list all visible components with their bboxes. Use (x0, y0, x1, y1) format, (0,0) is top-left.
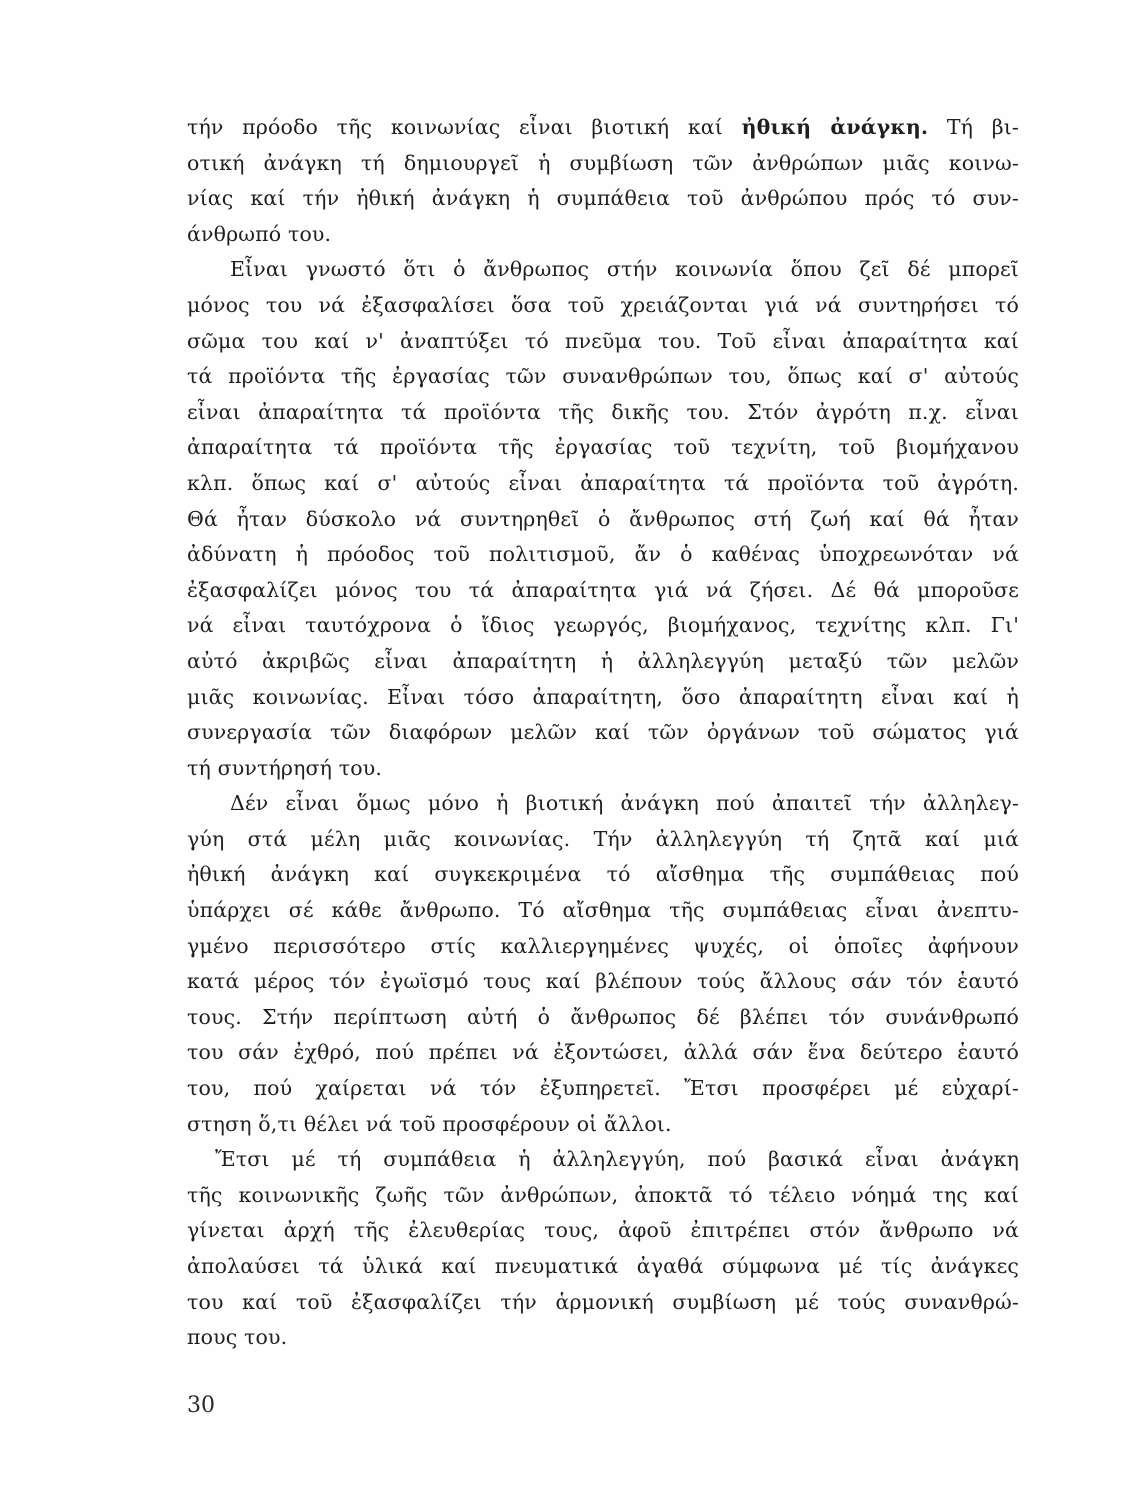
text-line: του σάν ἐχθρό, πού πρέπει νά ἐξοντώσει, ἀλλά σάν ἕνα δεύτερο ἑαυτό (187, 1040, 1019, 1065)
text-line: τῆς κοινωνικῆς ζωῆς τῶν ἀνθρώπων, ἀποκτᾶ τό τέλειο νόημά της καί (187, 1182, 1019, 1207)
text-line: οτική ἀνάγκη τή δημιουργεῖ ἡ συμβίωση τῶν ἀνθρώπων μιᾶς κοινω- (187, 150, 1019, 175)
text-line: του, πού χαίρεται νά τόν ἐξυπηρετεῖ. Ἔτσι προσφέρει μέ εὐχαρί- (187, 1076, 1019, 1101)
text-line: νά εἶναι ταυτόχρονα ὁ ἴδιος γεωργός, βιομήχανος, τεχνίτης κλπ. Γι' (187, 613, 1019, 638)
paragraph-first-line: Ἔτσι μέ τή συμπάθεια ἡ ἀλληλεγγύη, πού βασικά εἶναι ἀνάγκη (215, 1147, 1019, 1172)
text-line: ἀδύνατη ἡ πρόοδος τοῦ πολιτισμοῦ, ἄν ὁ καθένας ὑποχρεωνόταν νά (187, 542, 1019, 567)
text-line: μιᾶς κοινωνίας. Εἶναι τόσο ἀπαραίτητη, ὅσο ἀπαραίτητη εἶναι καί ἡ (187, 684, 1019, 709)
text-line: γύη στά μέλη μιᾶς κοινωνίας. Τήν ἀλληλεγγύη τή ζητᾶ καί μιά (187, 826, 1019, 851)
text-line: γίνεται ἀρχή τῆς ἐλευθερίας τους, ἀφοῦ ἐπιτρέπει στόν ἄνθρωπο νά (187, 1218, 1019, 1243)
text-line: τά προϊόντα τῆς ἐργασίας τῶν συνανθρώπων του, ὅπως καί σ' αὐτούς (187, 364, 1019, 389)
text-line: νίας καί τήν ἠθική ἀνάγκη ἡ συμπάθεια τοῦ ἀνθρώπου πρός τό συν- (187, 186, 1019, 211)
text-line: πους του. (187, 1325, 288, 1350)
text-line: τή συντήρησή του. (187, 755, 383, 780)
text-line: μόνος του νά ἐξασφαλίσει ὅσα τοῦ χρειάζονται γιά νά συντηρήσει τό (187, 292, 1019, 317)
text-line: ἐξασφαλίζει μόνος του τά ἀπαραίτητα γιά νά ζήσει. Δέ θά μποροῦσε (187, 577, 1019, 602)
text-line: κατά μέρος τόν ἐγωϊσμό τους καί βλέπουν τούς ἄλλους σάν τόν ἑαυτό (187, 969, 1019, 994)
text-line: Θά ἦταν δύσκολο νά συντηρηθεῖ ὁ ἄνθρωπος στή ζωή καί θά ἦταν (187, 506, 1019, 531)
text-line: κλπ. ὅπως καί σ' αὐτούς εἶναι ἀπαραίτητα τά προϊόντα τοῦ ἀγρότη. (187, 470, 1019, 495)
page-number: 30 (187, 1393, 215, 1418)
text-line: ἀπαραίτητα τά προϊόντα τῆς ἐργασίας τοῦ τεχνίτη, τοῦ βιομήχανου (187, 435, 1019, 460)
text-line: τους. Στήν περίπτωση αὐτή ὁ ἄνθρωπος δέ βλέπει τόν συνάνθρωπό (187, 1004, 1019, 1029)
text-line: ἀπολαύσει τά ὑλικά καί πνευματικά ἀγαθά σύμφωνα μέ τίς ἀνάγκες (187, 1254, 1019, 1278)
paragraph-first-line: Εἶναι γνωστό ὅτι ὁ ἄνθρωπος στήν κοινωνία ὅπου ζεῖ δέ μπορεῖ (230, 257, 1019, 282)
text-line: του καί τοῦ ἐξασφαλίζει τήν ἁρμονική συμβίωση μέ τούς συνανθρώ- (187, 1289, 1019, 1314)
text-line: συνεργασία τῶν διαφόρων μελῶν καί τῶν ὀργάνων τοῦ σώματος γιά (187, 720, 1019, 745)
text-line: εἶναι ἀπαραίτητα τά προϊόντα τῆς δικῆς του. Στόν ἀγρότη π.χ. εἶναι (187, 399, 1019, 424)
text-line: στηση ὅ,τι θέλει νά τοῦ προσφέρουν οἱ ἄλλοι. (187, 1111, 672, 1136)
text-line: γμένο περισσότερο στίς καλλιεργημένες ψυχές, οἱ ὁποῖες ἀφήνουν (187, 933, 1019, 958)
text-line: σῶμα του καί ν' ἀναπτύξει τό πνεῦμα του. Τοῦ εἶναι ἀπαραίτητα καί (187, 328, 1019, 353)
text-line: τήν πρόοδο τῆς κοινωνίας εἶναι βιοτική καί ἠθική ἀνάγκη. Τή βι- (187, 115, 1019, 139)
text-line: ἠθική ἀνάγκη καί συγκεκριμένα τό αἴσθημα τῆς συμπάθειας πού (187, 862, 1019, 887)
paragraph-first-line: Δέν εἶναι ὅμως μόνο ἡ βιοτική ἀνάγκη πού ἀπαιτεῖ τήν ἀλληλεγ- (230, 791, 1019, 816)
body-text (187, 110, 1019, 1356)
emphasis-text: ἠθική ἀνάγκη. (741, 115, 929, 139)
text-line: άνθρωπό του. (187, 221, 332, 246)
text-line: ὑπάρχει σέ κάθε ἄνθρωπο. Τό αἴσθημα τῆς συμπάθειας εἶναι ἀνεπτυ- (187, 898, 1019, 923)
text-line: αὐτό ἀκριβῶς εἶναι ἀπαραίτητη ἡ ἀλληλεγγύη μεταξύ τῶν μελῶν (187, 648, 1019, 673)
